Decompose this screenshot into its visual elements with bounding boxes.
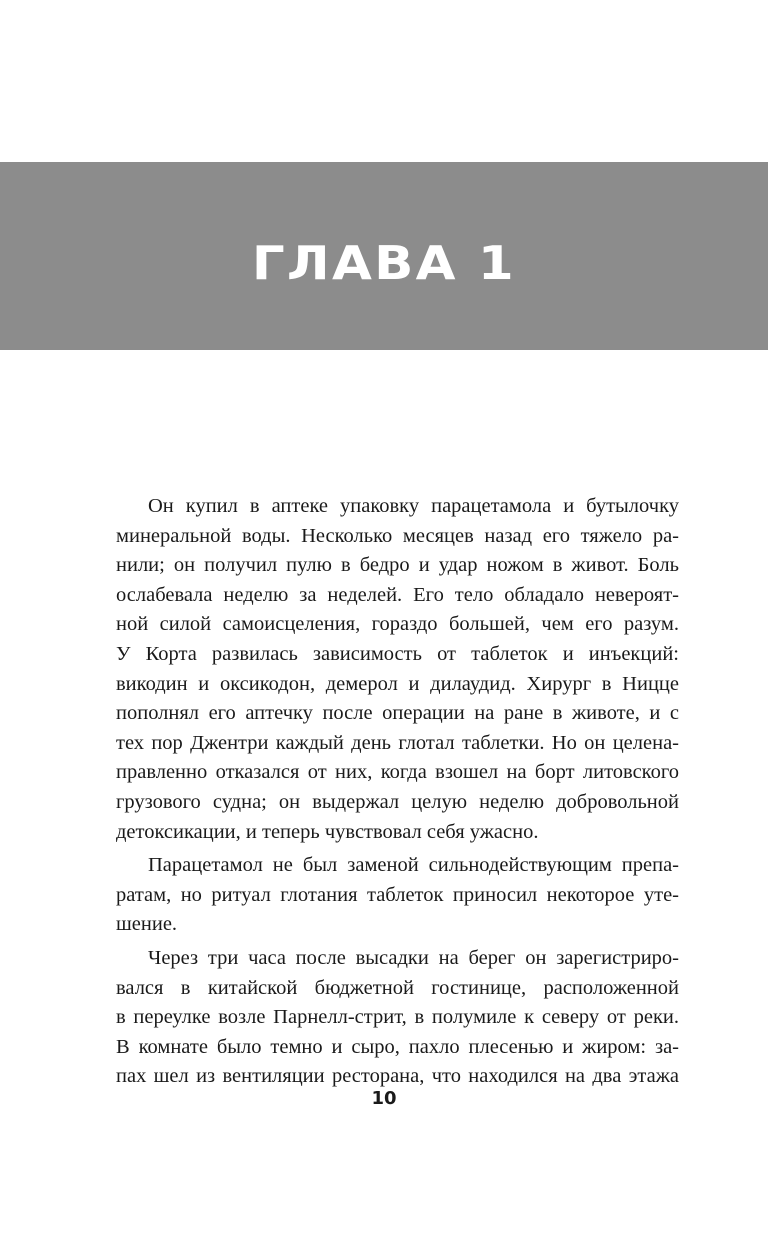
text-line: грузового судна; он выдержал целую неделю добровольной xyxy=(116,790,679,813)
text-line: детоксикации, и теперь чувствовал себя ужасно. xyxy=(116,820,539,843)
text-line: в переулке возле Парнелл-стрит, в полумиле к северу от реки. xyxy=(116,1006,679,1029)
text-line: Он купил в аптеке упаковку парацетамола и бутылочку xyxy=(148,495,679,517)
text-line: викодин и оксикодон, демерол и дилаудид. Хирург в Ницце xyxy=(116,672,679,695)
text-line: вался в китайской бюджетной гостинице, расположенной xyxy=(116,976,679,999)
paragraph xyxy=(116,851,679,940)
text-line: Парацетамол не был заменой сильнодействующим препа- xyxy=(148,854,679,877)
text-line: пах шел из вентиляции ресторана, что находился на два этажа xyxy=(116,1065,679,1088)
text-line: В комнате было темно и сыро, пахло плесенью и жиром: за- xyxy=(116,1035,679,1058)
text-line: Через три часа после высадки на берег он зарегистриро- xyxy=(148,946,679,969)
paragraph xyxy=(116,492,679,847)
text-line: пополнял его аптечку после операции на ране в животе, и с xyxy=(116,702,679,725)
text-line: ратам, но ритуал глотания таблеток приносил некоторое уте- xyxy=(116,883,679,906)
text-line: тех пор Джентри каждый день глотал таблетки. Но он целена- xyxy=(116,731,679,754)
text-line: ной силой самоисцеления, гораздо большей, чем его разум. xyxy=(116,613,679,636)
text-line: шение. xyxy=(116,913,178,936)
body-text xyxy=(116,492,679,1092)
text-line: ослабевала неделю за неделей. Его тело обладало невероят- xyxy=(116,583,679,606)
page-number: 10 xyxy=(371,1088,397,1109)
paragraph xyxy=(116,944,679,1092)
chapter-header-band xyxy=(0,162,768,350)
text-line: правленно отказался от них, когда взошел на борт литовского xyxy=(116,761,679,784)
text-line: нили; он получил пулю в бедро и удар ножом в живот. Боль xyxy=(116,554,679,577)
chapter-title: ГЛАВА 1 xyxy=(251,236,517,290)
text-line: У Корта развилась зависимость от таблеток и инъекций: xyxy=(116,642,679,665)
text-line: минеральной воды. Несколько месяцев назад его тяжело ра- xyxy=(116,524,679,547)
